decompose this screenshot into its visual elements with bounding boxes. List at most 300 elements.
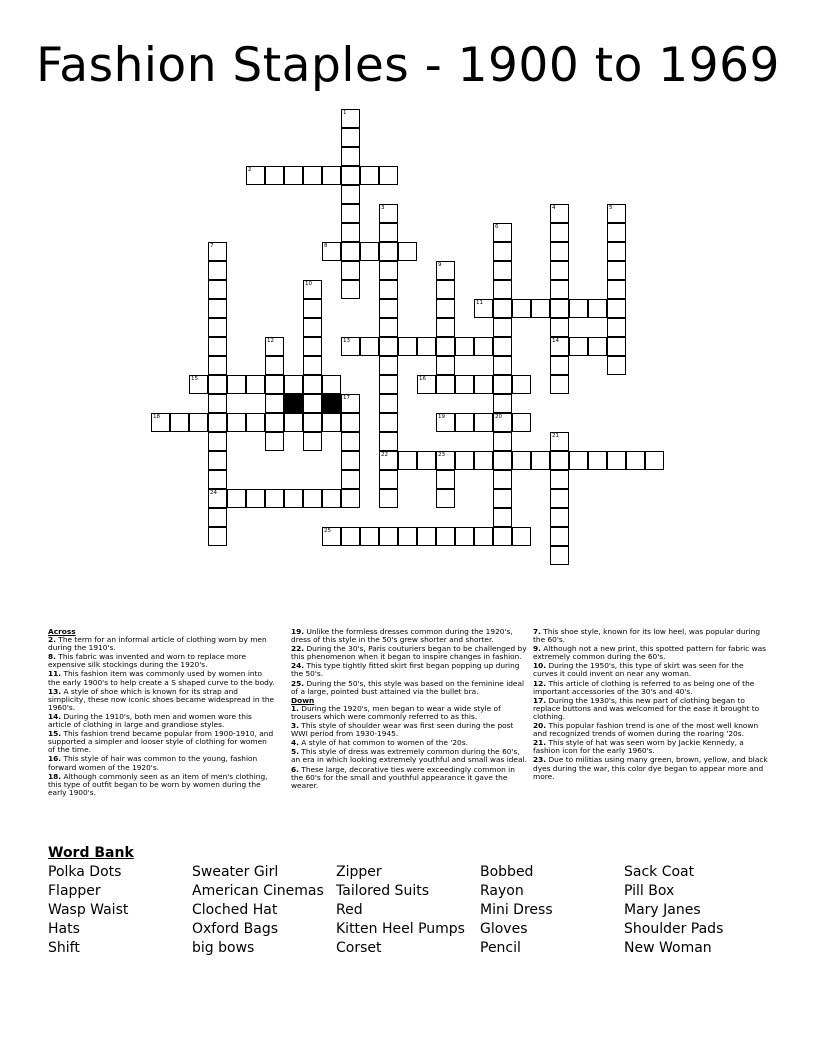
grid-cell[interactable] <box>227 489 246 508</box>
grid-cell[interactable] <box>550 337 569 356</box>
clue-num: 9. <box>533 644 541 654</box>
clue <box>291 739 527 747</box>
clue-num: 1. <box>291 703 299 713</box>
clue <box>533 645 769 661</box>
grid-cell[interactable] <box>341 223 360 242</box>
grid-cell[interactable] <box>284 166 303 185</box>
clue-text: This article of clothing is referred to as being one of the important accessories of the 30's and 40's. <box>533 678 755 696</box>
grid-cell[interactable] <box>531 299 550 318</box>
grid-cell[interactable] <box>208 413 227 432</box>
clue-text: Although not a new print, this spotted pattern for fabric was extremely common during the 60's. <box>533 644 766 662</box>
grid-cell[interactable] <box>265 337 284 356</box>
grid-cell[interactable] <box>474 527 493 546</box>
grid-cell[interactable] <box>246 375 265 394</box>
grid-cell[interactable] <box>208 489 227 508</box>
clue-num: 25. <box>291 678 305 688</box>
clue-number: 5 <box>609 205 613 211</box>
grid-cell[interactable] <box>303 413 322 432</box>
grid-cell[interactable] <box>588 337 607 356</box>
word-bank-item: Oxford Bags <box>192 921 279 937</box>
grid-cell[interactable] <box>417 527 436 546</box>
word-bank-column <box>336 863 465 958</box>
grid-cell[interactable] <box>208 394 227 413</box>
clue-number: 15 <box>191 376 198 382</box>
clue-number: 23 <box>438 452 445 458</box>
grid-cell[interactable] <box>379 318 398 337</box>
grid-cell[interactable] <box>379 166 398 185</box>
grid-cell[interactable] <box>341 489 360 508</box>
grid-cell[interactable] <box>379 280 398 299</box>
clue <box>48 773 276 797</box>
grid-cell[interactable] <box>379 375 398 394</box>
grid-cell[interactable] <box>493 432 512 451</box>
clue-num: 21. <box>533 738 547 748</box>
grid-cell[interactable] <box>379 527 398 546</box>
grid-cell[interactable] <box>436 489 455 508</box>
grid-cell[interactable] <box>398 527 417 546</box>
grid-cell[interactable] <box>493 242 512 261</box>
grid-cell[interactable] <box>379 394 398 413</box>
word-bank-item: Tailored Suits <box>336 883 429 899</box>
puzzle-title: Fashion Staples - 1900 to 1969 <box>36 38 780 93</box>
clue-number: 16 <box>419 376 426 382</box>
clue-num: 5. <box>291 747 299 757</box>
word-bank-item: Mini Dress <box>480 902 553 918</box>
grid-cell[interactable] <box>588 299 607 318</box>
grid-cell[interactable] <box>341 147 360 166</box>
grid-cell[interactable] <box>455 451 474 470</box>
grid-cell[interactable] <box>607 242 626 261</box>
clue-num: 24. <box>291 661 305 671</box>
grid-cell[interactable] <box>493 394 512 413</box>
clue-text: A style of hat common to women of the '20s. <box>298 738 468 748</box>
grid-cell[interactable] <box>474 375 493 394</box>
clue-text: This fashion trend became popular from 1900-1910, and supported a simpler and looser style of clothing for women of the time. <box>48 729 274 755</box>
grid-cell[interactable] <box>550 451 569 470</box>
clue-text: Unlike the formless dresses common during the 1920's, dress of this style in the 50's grew shorter and shorter. <box>291 627 513 645</box>
grid-cell[interactable] <box>436 299 455 318</box>
grid-cell[interactable] <box>436 470 455 489</box>
word-bank-item: Hats <box>48 921 80 937</box>
grid-cell[interactable] <box>607 261 626 280</box>
grid-cell[interactable] <box>493 413 512 432</box>
clue <box>48 755 276 771</box>
word-bank-item: Pill Box <box>624 883 675 899</box>
grid-cell[interactable] <box>303 166 322 185</box>
clue-num: 16. <box>48 754 62 764</box>
clue-number: 17 <box>343 395 350 401</box>
clue <box>291 705 527 721</box>
grid-cell[interactable] <box>208 280 227 299</box>
grid-cell[interactable] <box>550 375 569 394</box>
grid-cell[interactable] <box>284 489 303 508</box>
clues-column-3 <box>533 628 769 782</box>
grid-cell[interactable] <box>265 432 284 451</box>
clues-column-2 <box>291 628 527 791</box>
clue-text: During the 1930's, this new part of clothing began to replace buttons and was welcomed for the ease it brought to clothing. <box>533 695 760 721</box>
grid-cell[interactable] <box>398 451 417 470</box>
grid-cell[interactable] <box>208 432 227 451</box>
word-bank-item: Cloched Hat <box>192 902 278 918</box>
clue-num: 18. <box>48 771 62 781</box>
grid-cell[interactable] <box>227 413 246 432</box>
grid-cell[interactable] <box>607 280 626 299</box>
grid-cell[interactable] <box>265 413 284 432</box>
clue-text: This fabric was invented and worn to replace more expensive silk stockings during the 1920's. <box>48 652 247 670</box>
grid-cell[interactable] <box>607 356 626 375</box>
clue-number: 8 <box>324 243 328 249</box>
grid-cell[interactable] <box>379 413 398 432</box>
grid-cell[interactable] <box>550 204 569 223</box>
clue-number: 22 <box>381 452 388 458</box>
grid-cell[interactable] <box>417 375 436 394</box>
grid-cell[interactable] <box>265 356 284 375</box>
grid-cell[interactable] <box>208 470 227 489</box>
grid-cell[interactable] <box>208 508 227 527</box>
word-bank-item: Bobbed <box>480 864 534 880</box>
grid-cell[interactable] <box>474 299 493 318</box>
grid-cell[interactable] <box>550 432 569 451</box>
word-bank-item: Rayon <box>480 883 524 899</box>
grid-cell[interactable] <box>379 204 398 223</box>
clue-num: 4. <box>291 738 299 748</box>
word-bank-item: Red <box>336 902 363 918</box>
grid-cell[interactable] <box>626 451 645 470</box>
clue <box>291 722 527 738</box>
word-bank-item: Flapper <box>48 883 101 899</box>
clue-number: 4 <box>552 205 556 211</box>
word-bank-item: Kitten Heel Pumps <box>336 921 465 937</box>
word-bank-item: Sweater Girl <box>192 864 279 880</box>
grid-cell[interactable] <box>493 280 512 299</box>
grid-cell[interactable] <box>303 394 322 413</box>
clue <box>533 662 769 678</box>
grid-cell[interactable] <box>398 337 417 356</box>
grid-cell[interactable] <box>170 413 189 432</box>
clue-text: This style of dress was extremely common during the 60's, an era in which looking extremely youthful and small was ideal. <box>291 747 527 765</box>
black-cell <box>284 394 303 413</box>
grid-cell[interactable] <box>246 489 265 508</box>
grid-cell[interactable] <box>341 470 360 489</box>
grid-cell[interactable] <box>208 527 227 546</box>
grid-cell[interactable] <box>550 318 569 337</box>
grid-cell[interactable] <box>341 527 360 546</box>
clue-num: 2. <box>48 635 56 645</box>
clue-text: This shoe style, known for its low heel, was popular during the 60's. <box>533 627 761 645</box>
grid-cell[interactable] <box>398 242 417 261</box>
grid-cell[interactable] <box>341 337 360 356</box>
down-heading: Down <box>291 695 315 705</box>
clue <box>291 645 527 661</box>
grid-cell[interactable] <box>550 261 569 280</box>
grid-cell[interactable] <box>208 451 227 470</box>
grid-cell[interactable] <box>360 242 379 261</box>
grid-cell[interactable] <box>341 166 360 185</box>
word-bank-item: Sack Coat <box>624 864 695 880</box>
clue-text: During the 1950's, this type of skirt was seen for the curves it could invent on near any woman. <box>533 661 744 679</box>
grid-cell[interactable] <box>512 375 531 394</box>
grid-cell[interactable] <box>417 337 436 356</box>
grid-cell[interactable] <box>360 527 379 546</box>
grid-cell[interactable] <box>436 280 455 299</box>
clue-number: 19 <box>438 414 445 420</box>
grid-cell[interactable] <box>379 451 398 470</box>
grid-cell[interactable] <box>474 337 493 356</box>
clue-num: 15. <box>48 729 62 739</box>
clue <box>48 670 276 686</box>
grid-cell[interactable] <box>303 299 322 318</box>
grid-cell[interactable] <box>512 299 531 318</box>
grid-cell[interactable] <box>607 318 626 337</box>
grid-cell[interactable] <box>246 166 265 185</box>
clue <box>533 697 769 721</box>
grid-cell[interactable] <box>227 375 246 394</box>
grid-cell[interactable] <box>379 223 398 242</box>
word-bank-column <box>192 863 324 958</box>
grid-cell[interactable] <box>303 432 322 451</box>
clue <box>48 636 276 652</box>
clue-num: 12. <box>533 678 547 688</box>
grid-cell[interactable] <box>151 413 170 432</box>
grid-cell[interactable] <box>379 470 398 489</box>
clue-number: 9 <box>438 262 442 268</box>
clue-number: 1 <box>343 110 347 116</box>
grid-cell[interactable] <box>455 527 474 546</box>
word-bank-column <box>48 863 128 958</box>
grid-cell[interactable] <box>208 299 227 318</box>
word-bank-item: American Cinemas <box>192 883 324 899</box>
grid-cell[interactable] <box>550 489 569 508</box>
grid-cell[interactable] <box>246 413 265 432</box>
grid-cell[interactable] <box>512 451 531 470</box>
clue-text: This popular fashion trend is one of the most well known and recognized trends of women during the roaring '20s. <box>533 721 759 739</box>
grid-cell[interactable] <box>341 261 360 280</box>
grid-cell[interactable] <box>265 166 284 185</box>
clue <box>291 662 527 678</box>
grid-cell[interactable] <box>208 375 227 394</box>
grid-cell[interactable] <box>284 375 303 394</box>
grid-cell[interactable] <box>341 280 360 299</box>
grid-cell[interactable] <box>360 166 379 185</box>
word-bank-item: Corset <box>336 940 382 956</box>
word-bank-column <box>480 863 553 958</box>
grid-cell[interactable] <box>455 413 474 432</box>
grid-cell[interactable] <box>208 318 227 337</box>
grid-cell[interactable] <box>436 356 455 375</box>
grid-cell[interactable] <box>550 280 569 299</box>
grid-cell[interactable] <box>607 299 626 318</box>
grid-cell[interactable] <box>265 375 284 394</box>
grid-cell[interactable] <box>303 280 322 299</box>
grid-cell[interactable] <box>493 299 512 318</box>
grid-cell[interactable] <box>493 470 512 489</box>
clue-text: The term for an informal article of clothing worn by men during the 1910's. <box>48 635 267 653</box>
grid-cell[interactable] <box>379 337 398 356</box>
clue-text: During the 1920's, men began to wear a wide style of trousers which were commonly referred to as this. <box>291 703 501 721</box>
clue-num: 3. <box>291 721 299 731</box>
grid-cell[interactable] <box>493 527 512 546</box>
grid-cell[interactable] <box>474 413 493 432</box>
grid-cell[interactable] <box>265 489 284 508</box>
grid-cell[interactable] <box>303 489 322 508</box>
grid-cell[interactable] <box>607 204 626 223</box>
grid-cell[interactable] <box>550 299 569 318</box>
clue-text: During the 50's, this style was based on the feminine ideal of a large, pointed bust attained via the bullet bra. <box>291 678 525 696</box>
clue-text: A style of shoe which is known for its strap and simplicity, these now iconic shoes became widespread in the 1960's. <box>48 686 275 712</box>
word-bank-column <box>624 863 723 958</box>
grid-cell[interactable] <box>303 356 322 375</box>
grid-cell[interactable] <box>569 451 588 470</box>
grid-cell[interactable] <box>417 451 436 470</box>
grid-cell[interactable] <box>436 527 455 546</box>
grid-cell[interactable] <box>493 261 512 280</box>
clue-number: 7 <box>210 243 214 249</box>
clue-number: 25 <box>324 528 331 534</box>
clue <box>533 756 769 780</box>
grid-cell[interactable] <box>607 337 626 356</box>
clue-num: 7. <box>533 627 541 636</box>
clue-number: 18 <box>153 414 160 420</box>
grid-cell[interactable] <box>550 508 569 527</box>
grid-cell[interactable] <box>322 527 341 546</box>
grid-cell[interactable] <box>322 166 341 185</box>
grid-cell[interactable] <box>531 451 550 470</box>
grid-cell[interactable] <box>341 413 360 432</box>
grid-cell[interactable] <box>341 204 360 223</box>
grid-cell[interactable] <box>569 299 588 318</box>
grid-cell[interactable] <box>341 185 360 204</box>
grid-cell[interactable] <box>436 375 455 394</box>
grid-cell[interactable] <box>341 394 360 413</box>
grid-cell[interactable] <box>493 375 512 394</box>
clue <box>48 730 276 754</box>
clue-num: 8. <box>48 652 56 662</box>
grid-cell[interactable] <box>265 394 284 413</box>
grid-cell[interactable] <box>436 413 455 432</box>
word-bank-item: Pencil <box>480 940 521 956</box>
word-bank-item: Polka Dots <box>48 864 122 880</box>
grid-cell[interactable] <box>550 223 569 242</box>
clue <box>533 628 769 644</box>
grid-cell[interactable] <box>322 413 341 432</box>
grid-cell[interactable] <box>284 413 303 432</box>
clue-number: 3 <box>381 205 385 211</box>
grid-cell[interactable] <box>550 470 569 489</box>
clue-number: 2 <box>248 167 252 173</box>
word-bank-item: Wasp Waist <box>48 902 129 918</box>
clue-number: 10 <box>305 281 312 287</box>
grid-cell[interactable] <box>436 337 455 356</box>
grid-cell[interactable] <box>550 356 569 375</box>
grid-cell[interactable] <box>341 109 360 128</box>
grid-cell[interactable] <box>303 318 322 337</box>
grid-cell[interactable] <box>493 318 512 337</box>
grid-cell[interactable] <box>379 261 398 280</box>
clue <box>291 748 527 764</box>
grid-cell[interactable] <box>208 337 227 356</box>
clue-number: 20 <box>495 414 502 420</box>
clue-text: During the 30's, Paris couturiers began to be challenged by this phenomenon when it began to inspire changes in fashion. <box>291 644 527 662</box>
grid-cell[interactable] <box>303 337 322 356</box>
grid-cell[interactable] <box>341 128 360 147</box>
grid-cell[interactable] <box>341 432 360 451</box>
grid-cell[interactable] <box>550 546 569 565</box>
clue-num: 14. <box>48 711 62 721</box>
word-bank-title: Word Bank <box>48 845 134 861</box>
grid-cell[interactable] <box>493 223 512 242</box>
grid-cell[interactable] <box>436 451 455 470</box>
grid-cell[interactable] <box>208 356 227 375</box>
grid-cell[interactable] <box>303 375 322 394</box>
grid-cell[interactable] <box>436 318 455 337</box>
grid-cell[interactable] <box>436 261 455 280</box>
grid-cell[interactable] <box>455 375 474 394</box>
grid-cell[interactable] <box>455 337 474 356</box>
grid-cell[interactable] <box>607 451 626 470</box>
word-bank-item: Mary Janes <box>624 902 701 918</box>
clue-number: 13 <box>343 338 350 344</box>
grid-cell[interactable] <box>379 299 398 318</box>
grid-cell[interactable] <box>645 451 664 470</box>
clue-number: 24 <box>210 490 217 496</box>
grid-cell[interactable] <box>512 413 531 432</box>
grid-cell[interactable] <box>379 242 398 261</box>
clue-text: This style of shoulder wear was first seen during the post WWI period from 1930-1945. <box>291 721 514 739</box>
grid-cell[interactable] <box>493 356 512 375</box>
grid-cell[interactable] <box>208 261 227 280</box>
clue-num: 19. <box>291 627 305 636</box>
clue-num: 23. <box>533 755 547 765</box>
grid-cell[interactable] <box>493 451 512 470</box>
clue-num: 13. <box>48 686 62 696</box>
word-bank-item: Gloves <box>480 921 528 937</box>
clue-text: Although commonly seen as an item of men's clothing, this type of outfit began to be worn by women during the early 1900's. <box>48 771 268 797</box>
grid-cell[interactable] <box>493 508 512 527</box>
grid-cell[interactable] <box>493 337 512 356</box>
word-bank-item: New Woman <box>624 940 712 956</box>
clue <box>533 680 769 696</box>
grid-cell[interactable] <box>379 432 398 451</box>
grid-cell[interactable] <box>360 337 379 356</box>
clue-text: This style of hat was seen worn by Jackie Kennedy, a fashion icon for the early 1960's. <box>533 738 744 756</box>
clue-number: 6 <box>495 224 499 230</box>
grid-cell[interactable] <box>569 337 588 356</box>
grid-cell[interactable] <box>322 375 341 394</box>
grid-cell[interactable] <box>189 413 208 432</box>
clue-number: 11 <box>476 300 483 306</box>
black-cell <box>322 394 341 413</box>
grid-cell[interactable] <box>550 527 569 546</box>
grid-cell[interactable] <box>189 375 208 394</box>
grid-cell[interactable] <box>379 356 398 375</box>
grid-cell[interactable] <box>588 451 607 470</box>
grid-cell[interactable] <box>550 242 569 261</box>
clue <box>48 653 276 669</box>
grid-cell[interactable] <box>379 489 398 508</box>
grid-cell[interactable] <box>512 527 531 546</box>
grid-cell[interactable] <box>322 489 341 508</box>
grid-cell[interactable] <box>322 242 341 261</box>
grid-cell[interactable] <box>493 489 512 508</box>
word-bank-item: Zipper <box>336 864 382 880</box>
grid-cell[interactable] <box>607 223 626 242</box>
grid-cell[interactable] <box>341 451 360 470</box>
grid-cell[interactable] <box>341 242 360 261</box>
grid-cell[interactable] <box>208 242 227 261</box>
grid-cell[interactable] <box>474 451 493 470</box>
word-bank-item: Shift <box>48 940 80 956</box>
clue-num: 22. <box>291 644 305 654</box>
